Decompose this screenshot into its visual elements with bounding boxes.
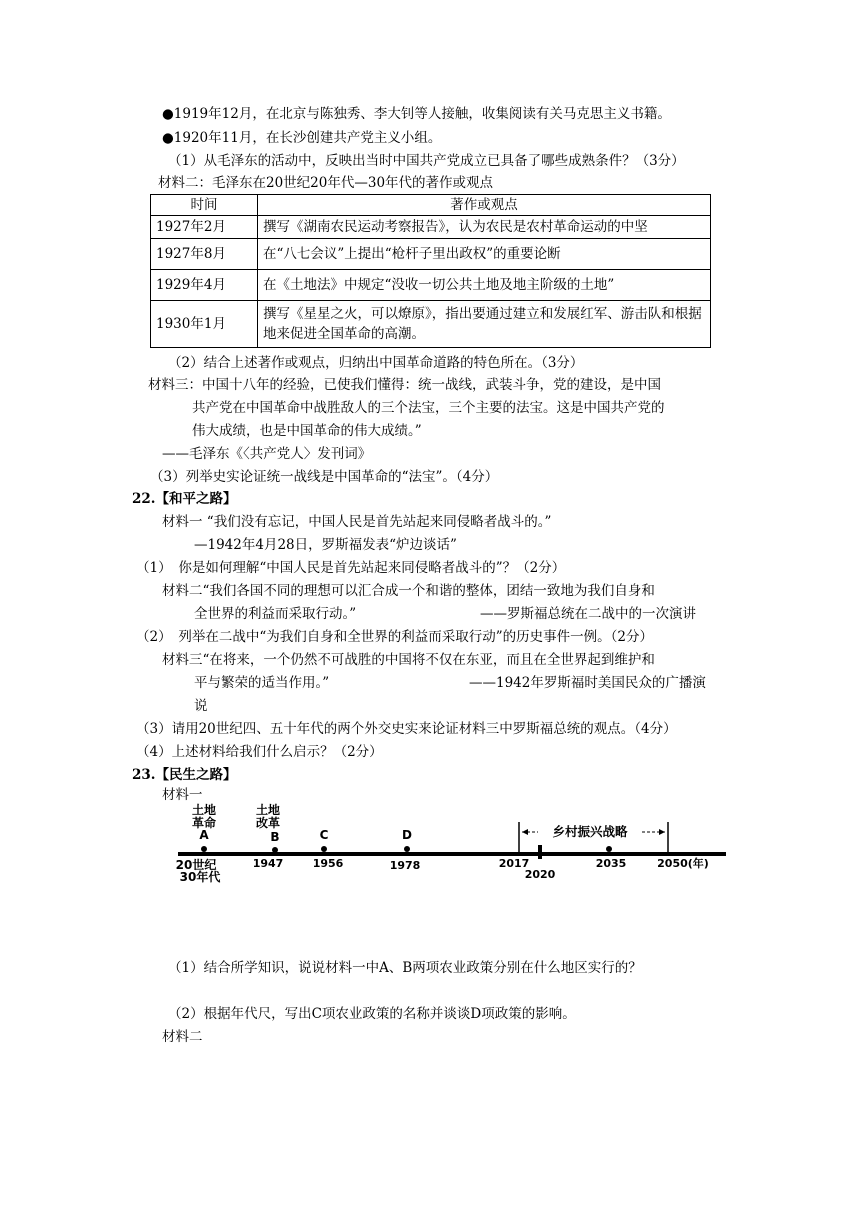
question-23-1: （1）结合所学知识，说说材料一中A、B两项农业政策分别在什么地区实行的？ <box>168 960 642 976</box>
marker-b <box>272 847 278 853</box>
point-d-label: D <box>402 828 412 842</box>
question-22-3: （3）请用20世纪四、五十年代的两个外交史实来论证材料三中罗斯福总统的观点。（4分） <box>136 721 677 737</box>
question-22-2: （2） 列举在二战中“为我们自身和全世界的利益而采取行动”的历史事件一例。（2分） <box>136 629 653 645</box>
material-22-3-line-1: 材料三“在将来，一个仍然不可战胜的中国将不仅在东亚，而且在全世界起到维护和 <box>162 652 655 668</box>
heading-23: 23.【民生之路】 <box>132 767 237 783</box>
table-row <box>151 270 711 301</box>
span-label: 乡村振兴战略 <box>552 824 628 839</box>
header-works: 著作或观点 <box>258 195 711 216</box>
label-a-line-2: 革命 <box>191 816 217 830</box>
material-22-2-source: ——罗斯福总统在二战中的一次演讲 <box>480 606 696 622</box>
row-text: 撰写《星星之火，可以燎原》，指出要通过建立和发展红军、游击队和根据地来促进全国革命的高潮。 <box>258 301 711 348</box>
heading-22: 22.【和平之路】 <box>132 491 237 507</box>
row-time: 1927年8月 <box>151 239 258 270</box>
timeline-chart <box>170 798 730 884</box>
material-22-2-line-2: 全世界的利益而采取行动。” <box>194 606 357 622</box>
header-time: 时间 <box>151 195 258 216</box>
tick-label-2017: 2017 <box>498 857 530 870</box>
material-22-3-source: ——1942年罗斯福时美国民众的广播演 <box>469 675 706 691</box>
label-a-line-1: 土地 <box>191 803 217 817</box>
span-arrow-right <box>659 829 665 835</box>
row-time: 1927年2月 <box>151 216 258 239</box>
tick-label-1947: 1947 <box>252 857 284 870</box>
row-time: 1929年4月 <box>151 270 258 301</box>
row-text: 在《土地法》中规定“没收一切公共土地及地主阶级的土地” <box>258 270 711 301</box>
material-23-1: 材料一 <box>162 787 203 803</box>
material-2-title: 材料二：毛泽东在20世纪20年代—30年代的著作或观点 <box>158 175 494 191</box>
works-table <box>150 194 711 348</box>
point-a-label: A <box>199 828 209 842</box>
row-text: 在“八七会议”上提出“枪杆子里出政权”的重要论断 <box>258 239 711 270</box>
row-text: 撰写《湖南农民运动考察报告》，认为农民是农村革命运动的中坚 <box>258 216 711 239</box>
point-b-label: B <box>270 830 280 844</box>
table-row <box>151 239 711 270</box>
bullet-1919: ●1919年12月，在北京与陈独秀、李大钊等人接触，收集阅读有关马克思主义书籍。 <box>162 106 671 122</box>
material-22-3-line-3: 说 <box>194 698 208 714</box>
marker-2035 <box>606 846 612 852</box>
marker-2020 <box>538 845 542 859</box>
span-arrow-left <box>522 829 528 835</box>
table-header-row <box>151 195 711 216</box>
question-22-1: （1） 你是如何理解“中国人民是首先站起来同侵略者战斗的”？（2分） <box>136 560 566 576</box>
material-22-1-source: —1942年4月28日，罗斯福发表“炉边谈话” <box>194 537 457 553</box>
table-row <box>151 301 711 348</box>
material-3-line-3: 伟大成绩，也是中国革命的伟大成绩。” <box>192 423 422 439</box>
material-22-3-line-2: 平与繁荣的适当作用。” <box>194 675 330 691</box>
marker-d <box>404 846 410 852</box>
material-22-1: 材料一 “我们没有忘记，中国人民是首先站起来同侵略者战斗的。” <box>162 514 552 530</box>
material-23-2: 材料二 <box>162 1029 203 1045</box>
marker-a <box>201 846 207 852</box>
question-23-2: （2）根据年代尺，写出C项农业政策的名称并谈谈D项政策的影响。 <box>168 1006 576 1022</box>
question-21-1: （1）从毛泽东的活动中，反映出当时中国共产党成立已具备了哪些成熟条件？（3分） <box>168 153 685 169</box>
table-row <box>151 216 711 239</box>
material-3-line-2: 共产党在中国革命中战胜敌人的三个法宝，三个主要的法宝。这是中国共产党的 <box>192 400 665 416</box>
material-3-source: ——毛泽东《〈共产党人〉发刊词》 <box>162 446 372 462</box>
marker-c <box>321 846 327 852</box>
material-22-2-line-1: 材料二“我们各国不同的理想可以汇合成一个和谐的整体，团结一致地为我们自身和 <box>162 583 655 599</box>
tick-label-30s-line-1: 20世纪 <box>175 858 217 872</box>
question-21-2: （2）结合上述著作或观点，归纳出中国革命道路的特色所在。（3分） <box>168 355 584 371</box>
tick-label-2050: 2050(年) <box>657 857 709 870</box>
tick-label-2035: 2035 <box>595 857 627 870</box>
material-3-line-1: 材料三：中国十八年的经验，已使我们懂得：统一战线，武装斗争，党的建设，是中国 <box>148 377 661 393</box>
row-time: 1930年1月 <box>151 301 258 348</box>
question-22-4: （4）上述材料给我们什么启示？（2分） <box>136 744 383 760</box>
point-c-label: C <box>319 828 329 842</box>
bullet-1920: ●1920年11月，在长沙创建共产党主义小组。 <box>162 130 442 146</box>
label-b-line-2: 改革 <box>255 816 281 830</box>
tick-label-2020: 2020 <box>524 868 556 881</box>
tick-label-30s-line-2: 30年代 <box>179 870 221 884</box>
question-21-3: （3）列举史实论证统一战线是中国革命的“法宝”。（4分） <box>150 469 499 485</box>
tick-label-1978: 1978 <box>389 859 421 872</box>
tick-label-1956: 1956 <box>312 857 344 870</box>
label-b-line-1: 土地 <box>255 803 281 817</box>
